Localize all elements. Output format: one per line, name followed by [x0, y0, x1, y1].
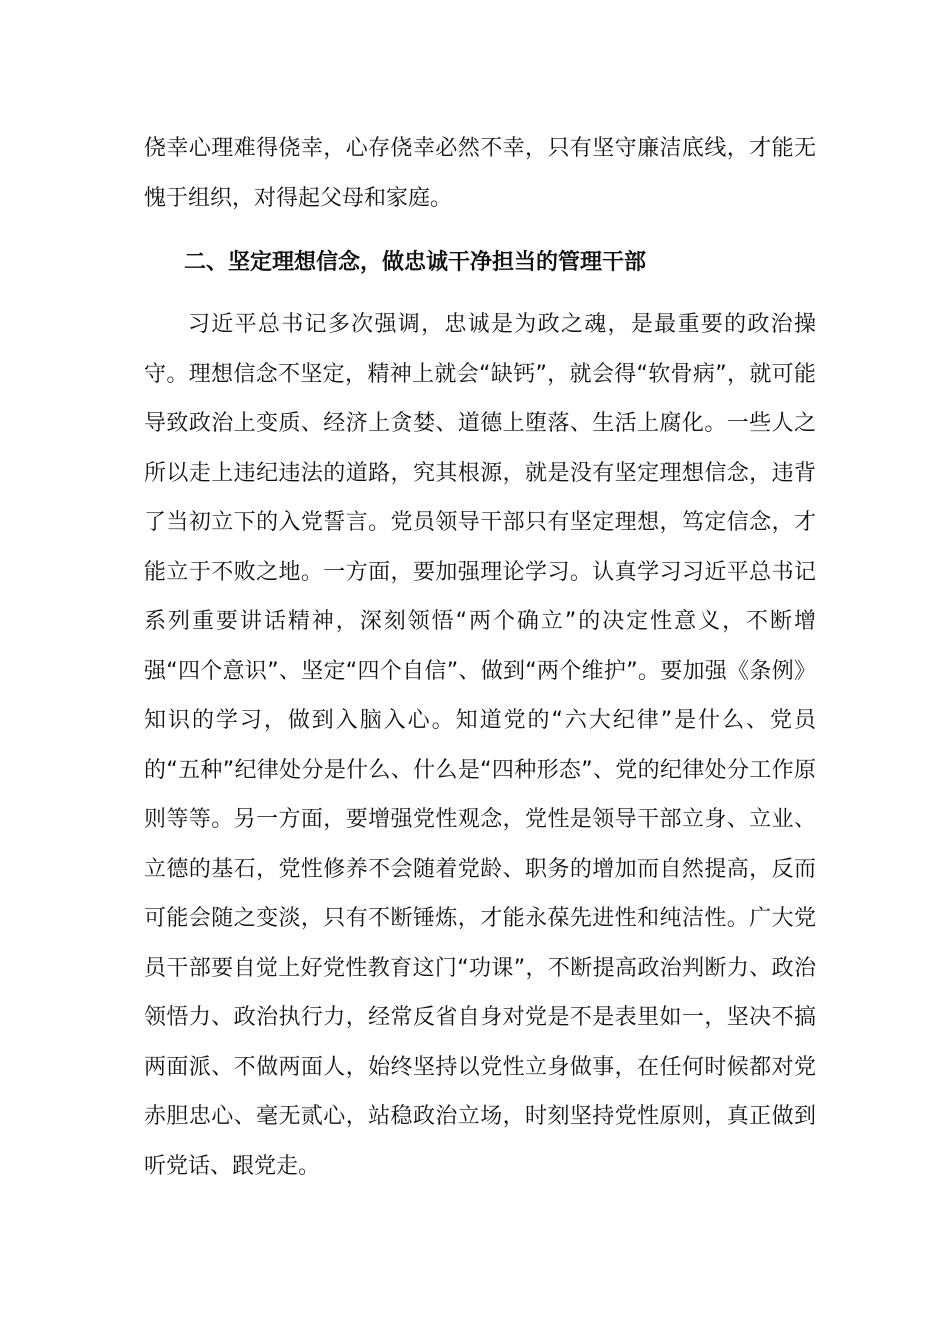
continuation-paragraph-text: 侥幸心理难得侥幸，心存侥幸必然不幸，只有坚守廉洁底线，才能无愧于组织，对得起父母和家庭。 — [144, 136, 816, 211]
continuation-paragraph — [144, 124, 816, 223]
body-paragraph-text: 习近平总书记多次强调，忠诚是为政之魂，是最重要的政治操守。理想信念不坚定，精神上就会“缺钙”，就会得“软骨病”，就可能导致政治上变质、经济上贪婪、道德上堕落、生活上腐化。一些人之所以走上违纪违法的道路，究其根源，就是没有坚定理想信念，违背了当初立下的入党誓言。党员领导干部只有坚定理想，笃定信念，才能立于不败之地。一方面，要加强理论学习。认真学习习近平总书记系列重要讲话精神，深刻领悟“两个确立”的决定性意义，不断增强“四个意识”、坚定“四个自信”、做到“两个维护”。要加强《条例》知识的学习，做到入脑入心。知道党的“六大纪律”是什么、党员的“五种”纪律处分是什么、什么是“四种形态”、党的纪律处分工作原则等等。另一方面，要增强党性观念，党性是领导干部立身、立业、立德的基石，党性修养不会随着党龄、职务的增加而自然提高，反而可能会随之变淡，只有不断锤炼，才能永葆先进性和纯洁性。广大党员干部要自觉上好党性教育这门“功课”，不断提高政治判断力、政治领悟力、政治执行力，经常反省自身对党是不是表里如一，坚决不搞两面派、不做两面人，始终坚持以党性立身做事，在任何时候都对党赤胆忠心、毫无贰心，站稳政治立场，时刻坚持党性原则，真正做到听党话、跟党走。 — [144, 312, 816, 1179]
body-paragraph — [144, 300, 816, 1191]
section-heading: 二、坚定理想信念，做忠诚干净担当的管理干部 — [184, 250, 647, 275]
